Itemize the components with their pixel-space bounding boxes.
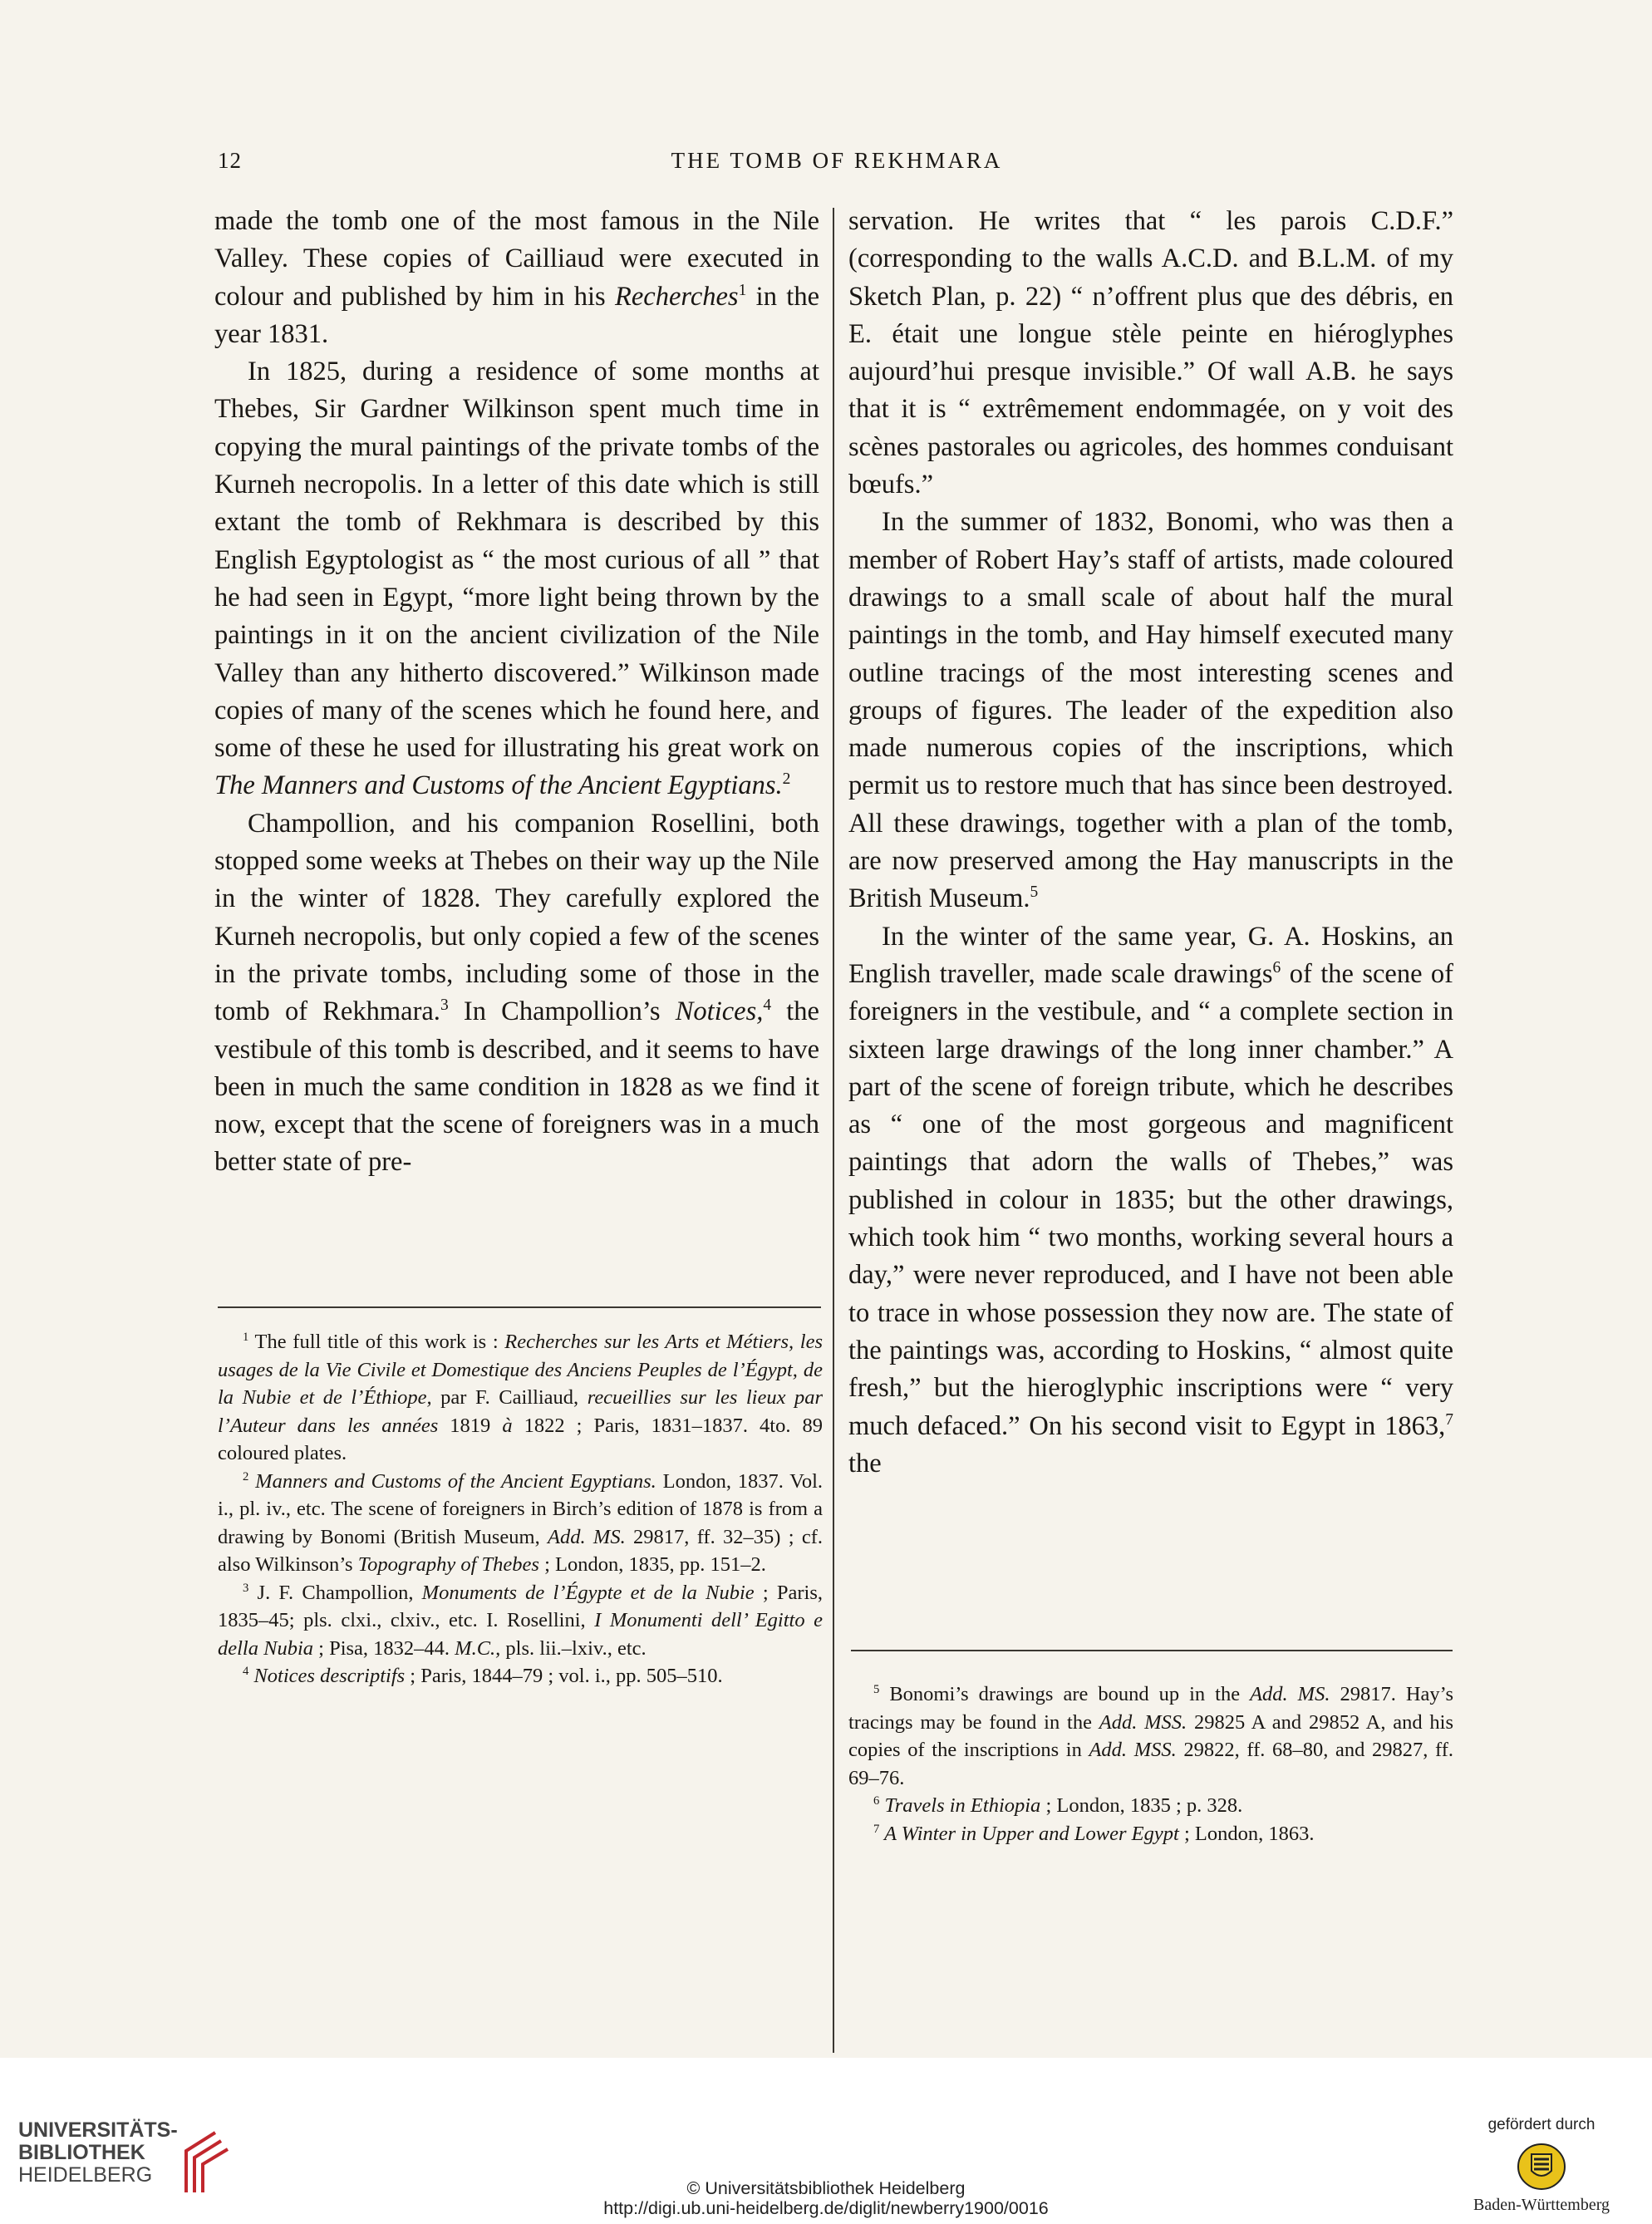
footnote: $^4$ Notices descriptifs ; Paris, 1844–79 ; vol. i., pp. 505–510. — [243, 1664, 723, 1687]
paragraph: servation. He writes that “ les parois C.D.F.” (corresponding to the walls A.C.D. and B.L.M. of my Sketch Plan, p. 22) “ n’offrent plus que des débris, en E. était une longue stèle peinte en hiéroglyphes aujourd’hui presque invisible.” Of wall A.B. he says that it is “ extrêmement endommagée, on y voit des scènes pastorales ou agricoles, des hommes conduisant bœufs.” — [848, 206, 1453, 500]
footnote-ref[interactable]: 6 — [1272, 959, 1281, 977]
footnote-rule — [851, 1650, 1453, 1651]
footnote-ref[interactable]: 3 — [440, 996, 449, 1015]
left-column — [214, 203, 819, 1182]
copyright-notice: © Universitätsbibliothek Heidelberg http://digi.ub.uni-heidelberg.de/diglit/newberry1900/0016 — [0, 2178, 1652, 2218]
paragraph: In 1825, during a residence of some months at Thebes, Sir Gardner Wilkinson spent much time in copying the mural paintings of the private tombs of the Kurneh necropolis. In a letter of this date which is still extant the tomb of Rekhmara is described by this English Egyptologist as “ the most curious of all ” that he had seen in Egypt, “more light being thrown by the paintings in it on the ancient civilization of the Nile Valley than any hitherto discovered.” Wilkinson made copies of many of the scenes which he found here, and some of these he used for illustrating his great work on The Manners and Customs of the Ancient Egyptians.$^2$ — [214, 357, 819, 801]
right-column — [848, 203, 1453, 1483]
paragraph: In the summer of 1832, Bonomi, who was then a member of Robert Hay’s staff of artists, made coloured drawings to a small scale of about half the mural paintings in the tomb, and Hay himself executed many outline tracings of the most interesting scenes and groups of figures. The leader of the expedition also made numerous copies of the inscriptions, which permit us to restore much that has since been destroyed. All these drawings, together with a plan of the tomb, are now preserved among the Hay manuscripts in the British Museum.$^5$ — [848, 507, 1453, 914]
page-header — [218, 148, 1456, 181]
running-head: THE TOMB OF REKHMARA — [671, 148, 1003, 173]
footnote: $^1$ The full title of this work is : Recherches sur les Arts et Métiers, les usages de la Vie Civile et Domestique des Anciens Peuples de l’Égypt, de la Nubie et de l’Éthiope, par F. Cailliaud, recueillies sur les lieux par l’Auteur dans les années 1819 à 1822 ; Paris, 1831–1837. 4to. 89 coloured plates. — [218, 1330, 823, 1464]
paragraph: In the winter of the same year, G. A. Hoskins, an English traveller, made scale drawings$^6$ of the scene of foreigners in the vestibule, and “ a complete section in sixteen large drawings of the long inner chamber.” A part of the scene of foreign tribute, which he describes as “ one of the most gorgeous and magnificent paintings that adorn the walls of Thebes,” was published in colour in 1835; but the other drawings, which took him “ two months, working several hours a day,” were never reproduced, and I have not been able to trace in whose possession they now are. The state of the paintings was, according to Hoskins, “ almost quite fresh,” but the hieroglyphic inscriptions were “ very much defaced.” On his second visit to Egypt in 1863,$^7$ the — [848, 921, 1453, 1479]
footnotes-left — [218, 1328, 823, 1690]
footnote: $^2$ Manners and Customs of the Ancient Egyptians. London, 1837. Vol. i., pl. iv., etc. The scene of foreigners in Birch’s edition of 1878 is from a drawing by Bonomi (British Museum, Add. MS. 29817, ff. 32–35) ; cf. also Wilkinson’s Topography of Thebes ; London, 1835, pp. 151–2. — [218, 1469, 824, 1576]
paragraph: made the tomb one of the most famous in the Nile Valley. These copies of Cailliaud were executed in colour and published by him in his Recherches$^1$ in the year 1831. — [214, 206, 819, 349]
footnote-ref[interactable]: 2 — [782, 770, 791, 789]
paragraph: Champollion, and his companion Rosellini, both stopped some weeks at Thebes on their way up the Nile in the winter of 1828. They carefully explored the Kurneh necropolis, but only copied a few of the scenes in the private tombs, including some of those in the tomb of Rekhmara.$^3$ In Champollion’s Notices,$^4$ the vestibule of this tomb is described, and it seems to have been in much the same condition in 1828 as we find it now, except that the scene of foreigners was in a much better state of pre- — [214, 808, 819, 1178]
viewer-footer — [0, 2058, 1652, 2224]
footnote-ref[interactable]: 4 — [763, 996, 772, 1015]
permalink[interactable]: http://digi.ub.uni-heidelberg.de/diglit/newberry1900/0016 — [603, 2198, 1049, 2218]
column-divider — [833, 208, 834, 2053]
coat-of-arms-icon — [1517, 2143, 1566, 2191]
page-number: 12 — [218, 148, 242, 173]
footnote-ref[interactable]: 5 — [1030, 883, 1039, 902]
footnote: $^3$ J. F. Champollion, Monuments de l’Égypte et de la Nubie ; Paris, 1835–45; pls. clxi., clxiv., etc. I. Rosellini, I Monumenti dell’ Egitto e della Nubia ; Pisa, 1832–44. M.C., pls. lii.–lxiv., etc. — [218, 1581, 823, 1660]
library-name: UNIVERSITÄTS- BIBLIOTHEK HEIDELBERG — [18, 2118, 178, 2187]
funding-credit: gefördert durch Baden-Württemberg — [1473, 2116, 1610, 2214]
footnotes-right — [848, 1680, 1453, 1848]
footnote: $^5$ Bonomi’s drawings are bound up in the Add. MS. 29817. Hay’s tracings may be found in the Add. MSS. 29825 A and 29852 A, and his copies of the inscriptions in Add. MSS. 29822, ff. 68–80, and 29827, ff. 69–76. — [848, 1682, 1454, 1789]
footnote-ref[interactable]: 7 — [1445, 1410, 1453, 1429]
footnote-ref[interactable]: 1 — [738, 281, 747, 299]
footnote: $^6$ Travels in Ethiopia ; London, 1835 ; p. 328. — [873, 1793, 1243, 1817]
footnote: $^7$ A Winter in Upper and Lower Egypt ; London, 1863. — [873, 1822, 1315, 1845]
footnote-rule — [218, 1306, 821, 1308]
